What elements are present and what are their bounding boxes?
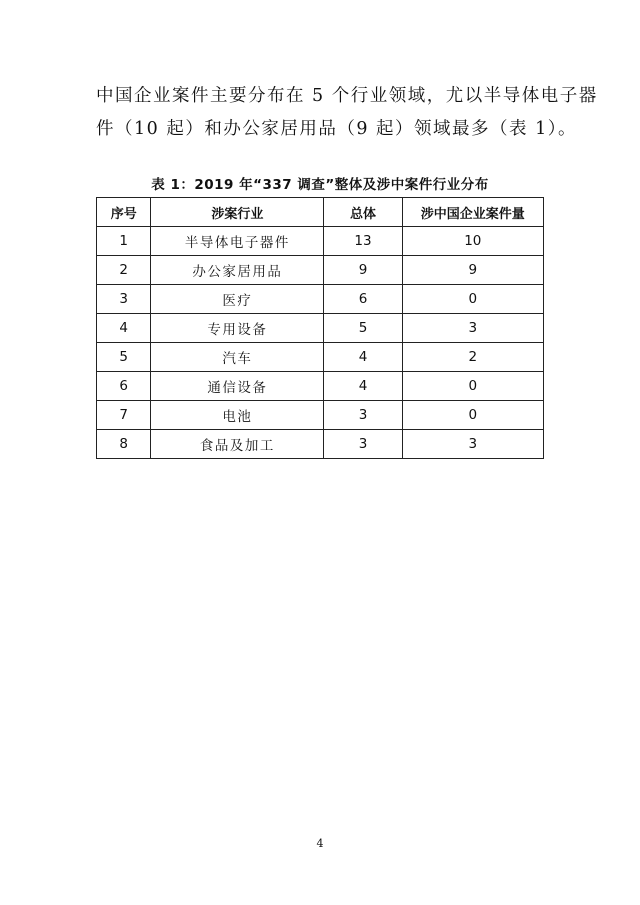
cell-industry: 电池 — [151, 401, 324, 430]
cell-industry: 医疗 — [151, 285, 324, 314]
body-paragraph — [96, 80, 598, 146]
cell-serial: 5 — [97, 343, 151, 372]
cell-total: 9 — [324, 256, 402, 285]
cell-industry: 通信设备 — [151, 372, 324, 401]
cell-china-cases: 0 — [402, 372, 543, 401]
cell-industry: 食品及加工 — [151, 430, 324, 459]
cell-industry: 半导体电子器件 — [151, 227, 324, 256]
header-industry: 涉案行业 — [151, 198, 324, 227]
cell-serial: 1 — [97, 227, 151, 256]
cell-china-cases: 2 — [402, 343, 543, 372]
table-row — [97, 314, 544, 343]
table-row — [97, 343, 544, 372]
cell-serial: 3 — [97, 285, 151, 314]
header-china-cases: 涉中国企业案件量 — [402, 198, 543, 227]
table-row — [97, 430, 544, 459]
cell-total: 3 — [324, 401, 402, 430]
table-header-row — [97, 198, 544, 227]
cell-total: 13 — [324, 227, 402, 256]
paragraph-line-1: 中国企业案件主要分布在 5 个行业领域，尤以半导体电子器 — [96, 86, 598, 106]
cell-total: 3 — [324, 430, 402, 459]
table-row — [97, 227, 544, 256]
cell-total: 4 — [324, 343, 402, 372]
header-serial: 序号 — [97, 198, 151, 227]
paragraph-line-2: 件（10 起）和办公家居用品（9 起）领域最多（表 1）。 — [96, 119, 577, 139]
cell-china-cases: 3 — [402, 430, 543, 459]
cell-china-cases: 10 — [402, 227, 543, 256]
cell-china-cases: 9 — [402, 256, 543, 285]
cell-total: 5 — [324, 314, 402, 343]
page-number: 4 — [316, 837, 324, 850]
cell-serial: 2 — [97, 256, 151, 285]
cell-industry: 汽车 — [151, 343, 324, 372]
cell-industry: 办公家居用品 — [151, 256, 324, 285]
table-row — [97, 285, 544, 314]
industry-distribution-table — [96, 197, 544, 459]
table-row — [97, 256, 544, 285]
cell-china-cases: 3 — [402, 314, 543, 343]
cell-serial: 6 — [97, 372, 151, 401]
cell-serial: 4 — [97, 314, 151, 343]
cell-serial: 7 — [97, 401, 151, 430]
table-caption: 表 1：2019 年“337 调查”整体及涉中案件行业分布 — [151, 177, 489, 193]
cell-china-cases: 0 — [402, 285, 543, 314]
table-row — [97, 401, 544, 430]
cell-industry: 专用设备 — [151, 314, 324, 343]
cell-total: 4 — [324, 372, 402, 401]
cell-serial: 8 — [97, 430, 151, 459]
table-row — [97, 372, 544, 401]
cell-china-cases: 0 — [402, 401, 543, 430]
cell-total: 6 — [324, 285, 402, 314]
header-total: 总体 — [324, 198, 402, 227]
